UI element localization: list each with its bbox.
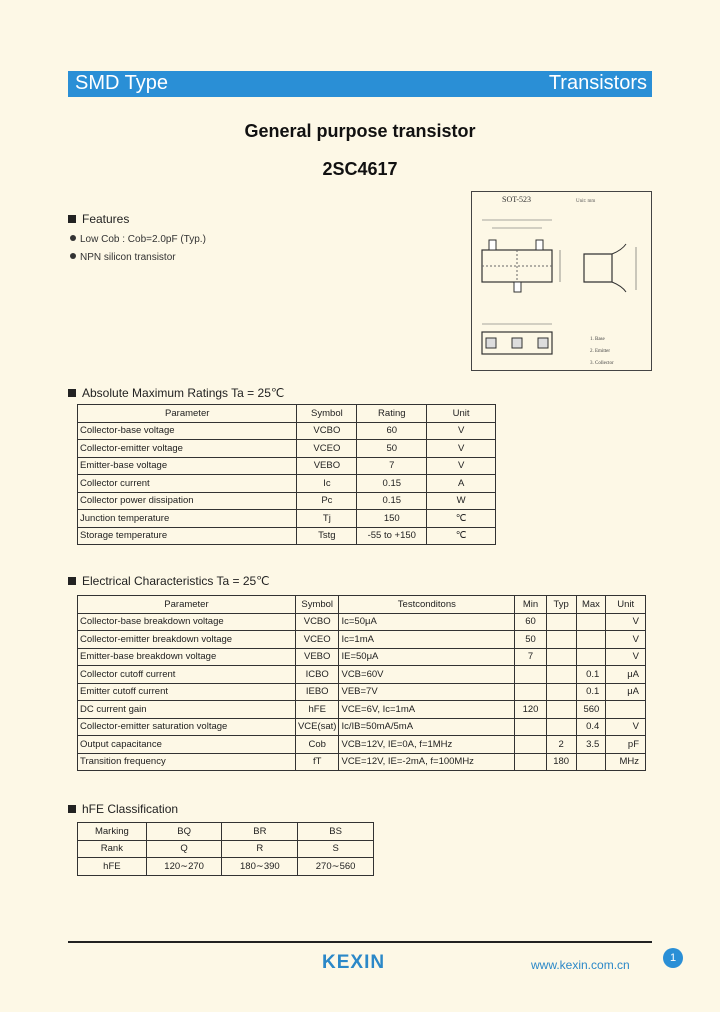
table-cell bbox=[576, 631, 606, 649]
table-cell: 7 bbox=[357, 457, 427, 475]
website-link[interactable]: www.kexin.com.cn bbox=[531, 958, 630, 972]
table-header-cell: Parameter bbox=[78, 596, 296, 614]
table-cell: IE=50μA bbox=[339, 648, 515, 666]
table-cell: 7 bbox=[515, 648, 547, 666]
table-cell bbox=[546, 718, 576, 736]
table-cell: VEBO bbox=[297, 457, 357, 475]
abs-max-heading: Absolute Maximum Ratings Ta = 25℃ bbox=[68, 386, 284, 400]
table-cell: 120∼270 bbox=[146, 858, 222, 876]
pin-label: 2. Emitter bbox=[590, 349, 610, 354]
table-row bbox=[78, 631, 646, 649]
table-cell: Transition frequency bbox=[78, 753, 296, 771]
elec-heading: Electrical Characteristics Ta = 25℃ bbox=[68, 574, 270, 588]
table-cell: A bbox=[427, 475, 496, 493]
table-cell: μA bbox=[606, 666, 646, 684]
table-cell bbox=[515, 736, 547, 754]
table-cell: VEB=7V bbox=[339, 683, 515, 701]
table-cell: Tj bbox=[297, 510, 357, 528]
table-row bbox=[78, 858, 374, 876]
table-cell bbox=[546, 648, 576, 666]
table-cell: 0.15 bbox=[357, 492, 427, 510]
table-cell: VEBO bbox=[295, 648, 339, 666]
table-cell bbox=[576, 753, 606, 771]
bullet-icon bbox=[70, 235, 76, 241]
features-heading: Features bbox=[68, 212, 129, 226]
table-cell: 50 bbox=[515, 631, 547, 649]
table-cell: Junction temperature bbox=[78, 510, 297, 528]
table-cell: S bbox=[298, 840, 374, 858]
table-cell: Rank bbox=[78, 840, 147, 858]
table-cell: Collector power dissipation bbox=[78, 492, 297, 510]
footer-divider bbox=[68, 941, 652, 943]
table-cell: Collector-base breakdown voltage bbox=[78, 613, 296, 631]
table-header-row bbox=[78, 596, 646, 614]
table-header-cell: Testconditons bbox=[339, 596, 515, 614]
part-number: 2SC4617 bbox=[322, 159, 398, 179]
table-row bbox=[78, 683, 646, 701]
table-cell: 3.5 bbox=[576, 736, 606, 754]
table-row bbox=[78, 492, 496, 510]
table-row bbox=[78, 823, 374, 841]
table-cell: hFE bbox=[295, 701, 339, 719]
table-header-row bbox=[78, 405, 496, 423]
table-cell bbox=[546, 683, 576, 701]
table-cell: Ic/IB=50mA/5mA bbox=[339, 718, 515, 736]
table-row bbox=[78, 527, 496, 545]
table-cell: Pc bbox=[297, 492, 357, 510]
table-header-cell: Parameter bbox=[78, 405, 297, 423]
table-cell: DC current gain bbox=[78, 701, 296, 719]
table-cell bbox=[576, 613, 606, 631]
hfe-heading: hFE Classification bbox=[68, 802, 178, 816]
pin-label: 3. Collector bbox=[590, 361, 614, 366]
table-cell: 270∼560 bbox=[298, 858, 374, 876]
table-cell: VCEO bbox=[295, 631, 339, 649]
table-cell: 50 bbox=[357, 440, 427, 458]
bullet-icon bbox=[70, 253, 76, 259]
header-category: SMD Type bbox=[75, 72, 168, 94]
table-row bbox=[78, 736, 646, 754]
table-cell: MHz bbox=[606, 753, 646, 771]
table-cell: 0.15 bbox=[357, 475, 427, 493]
table-cell: pF bbox=[606, 736, 646, 754]
table-cell: Ic=50μA bbox=[339, 613, 515, 631]
header-type: Transistors bbox=[548, 72, 647, 94]
table-cell: Collector cutoff current bbox=[78, 666, 296, 684]
table-cell: Storage temperature bbox=[78, 527, 297, 545]
table-cell: ℃ bbox=[427, 510, 496, 528]
table-row bbox=[78, 510, 496, 528]
table-cell: Emitter cutoff current bbox=[78, 683, 296, 701]
table-header-cell: Typ bbox=[546, 596, 576, 614]
table-cell: Emitter-base voltage bbox=[78, 457, 297, 475]
table-cell: VCE=6V, Ic=1mA bbox=[339, 701, 515, 719]
feature-item: Low Cob : Cob=2.0pF (Typ.) bbox=[70, 234, 206, 245]
table-cell: Emitter-base breakdown voltage bbox=[78, 648, 296, 666]
table-cell: 180 bbox=[546, 753, 576, 771]
table-cell: V bbox=[606, 648, 646, 666]
table-cell: VCEO bbox=[297, 440, 357, 458]
table-cell bbox=[546, 701, 576, 719]
table-cell: VCE=12V, IE=-2mA, f=100MHz bbox=[339, 753, 515, 771]
brand-logo: KEXIN bbox=[322, 952, 386, 973]
table-cell: -55 to +150 bbox=[357, 527, 427, 545]
table-cell: 60 bbox=[515, 613, 547, 631]
table-cell: Q bbox=[146, 840, 222, 858]
table-cell: Ic bbox=[297, 475, 357, 493]
package-outline-icon bbox=[472, 192, 653, 372]
table-cell: 60 bbox=[357, 422, 427, 440]
table-cell bbox=[546, 631, 576, 649]
package-drawing bbox=[471, 191, 652, 371]
table-header-cell: Rating bbox=[357, 405, 427, 423]
table-cell: Tstg bbox=[297, 527, 357, 545]
table-cell: ICBO bbox=[295, 666, 339, 684]
table-cell: ℃ bbox=[427, 527, 496, 545]
package-unit: Unit: mm bbox=[576, 199, 596, 204]
table-header-cell: Min bbox=[515, 596, 547, 614]
table-cell: BS bbox=[298, 823, 374, 841]
square-bullet-icon bbox=[68, 389, 76, 397]
table-cell: V bbox=[606, 613, 646, 631]
table-cell: V bbox=[427, 422, 496, 440]
table-cell: 2 bbox=[546, 736, 576, 754]
table-cell: Output capacitance bbox=[78, 736, 296, 754]
table-cell: Ic=1mA bbox=[339, 631, 515, 649]
table-row bbox=[78, 422, 496, 440]
table-cell: W bbox=[427, 492, 496, 510]
table-cell: 0.1 bbox=[576, 666, 606, 684]
table-cell: Collector-emitter voltage bbox=[78, 440, 297, 458]
table-cell: Cob bbox=[295, 736, 339, 754]
square-bullet-icon bbox=[68, 577, 76, 585]
table-cell: 180∼390 bbox=[222, 858, 298, 876]
table-cell: V bbox=[606, 631, 646, 649]
table-cell bbox=[515, 718, 547, 736]
table-row bbox=[78, 718, 646, 736]
table-cell: BR bbox=[222, 823, 298, 841]
elec-table bbox=[77, 595, 646, 771]
table-row bbox=[78, 613, 646, 631]
table-cell: Collector-base voltage bbox=[78, 422, 297, 440]
table-header-cell: Unit bbox=[427, 405, 496, 423]
table-cell: Collector-emitter saturation voltage bbox=[78, 718, 296, 736]
table-cell bbox=[515, 683, 547, 701]
table-header-cell: Symbol bbox=[297, 405, 357, 423]
table-cell: 120 bbox=[515, 701, 547, 719]
table-cell: fT bbox=[295, 753, 339, 771]
table-cell: μA bbox=[606, 683, 646, 701]
table-cell: BQ bbox=[146, 823, 222, 841]
table-cell: IEBO bbox=[295, 683, 339, 701]
table-row bbox=[78, 666, 646, 684]
header-banner bbox=[68, 71, 652, 97]
table-cell: Marking bbox=[78, 823, 147, 841]
table-cell: VCE(sat) bbox=[295, 718, 339, 736]
table-cell: hFE bbox=[78, 858, 147, 876]
table-row bbox=[78, 648, 646, 666]
table-cell: V bbox=[606, 718, 646, 736]
page-title: General purpose transistor bbox=[244, 121, 476, 141]
table-header-cell: Max bbox=[576, 596, 606, 614]
hfe-table bbox=[77, 822, 374, 876]
square-bullet-icon bbox=[68, 805, 76, 813]
table-cell bbox=[576, 648, 606, 666]
table-row bbox=[78, 475, 496, 493]
table-cell: VCBO bbox=[295, 613, 339, 631]
feature-item: NPN silicon transistor bbox=[70, 252, 176, 263]
table-row bbox=[78, 753, 646, 771]
table-cell: R bbox=[222, 840, 298, 858]
package-label: SOT-523 bbox=[502, 195, 532, 204]
page-number: 1 bbox=[663, 948, 683, 968]
table-cell bbox=[546, 613, 576, 631]
table-cell: V bbox=[427, 440, 496, 458]
table-row bbox=[78, 457, 496, 475]
table-cell: 0.4 bbox=[576, 718, 606, 736]
table-row bbox=[78, 440, 496, 458]
table-header-cell: Unit bbox=[606, 596, 646, 614]
table-cell: VCBO bbox=[297, 422, 357, 440]
table-cell: VCB=60V bbox=[339, 666, 515, 684]
table-cell: Collector current bbox=[78, 475, 297, 493]
abs-max-table bbox=[77, 404, 496, 545]
table-cell: 0.1 bbox=[576, 683, 606, 701]
table-row bbox=[78, 701, 646, 719]
table-cell bbox=[606, 701, 646, 719]
square-bullet-icon bbox=[68, 215, 76, 223]
table-cell bbox=[515, 753, 547, 771]
table-cell bbox=[546, 666, 576, 684]
table-header-cell: Symbol bbox=[295, 596, 339, 614]
table-cell: Collector-emitter breakdown voltage bbox=[78, 631, 296, 649]
table-cell: 150 bbox=[357, 510, 427, 528]
table-row bbox=[78, 840, 374, 858]
table-cell: VCB=12V, IE=0A, f=1MHz bbox=[339, 736, 515, 754]
table-cell: V bbox=[427, 457, 496, 475]
table-cell bbox=[515, 666, 547, 684]
pin-label: 1. Base bbox=[590, 337, 605, 342]
table-cell: 560 bbox=[576, 701, 606, 719]
